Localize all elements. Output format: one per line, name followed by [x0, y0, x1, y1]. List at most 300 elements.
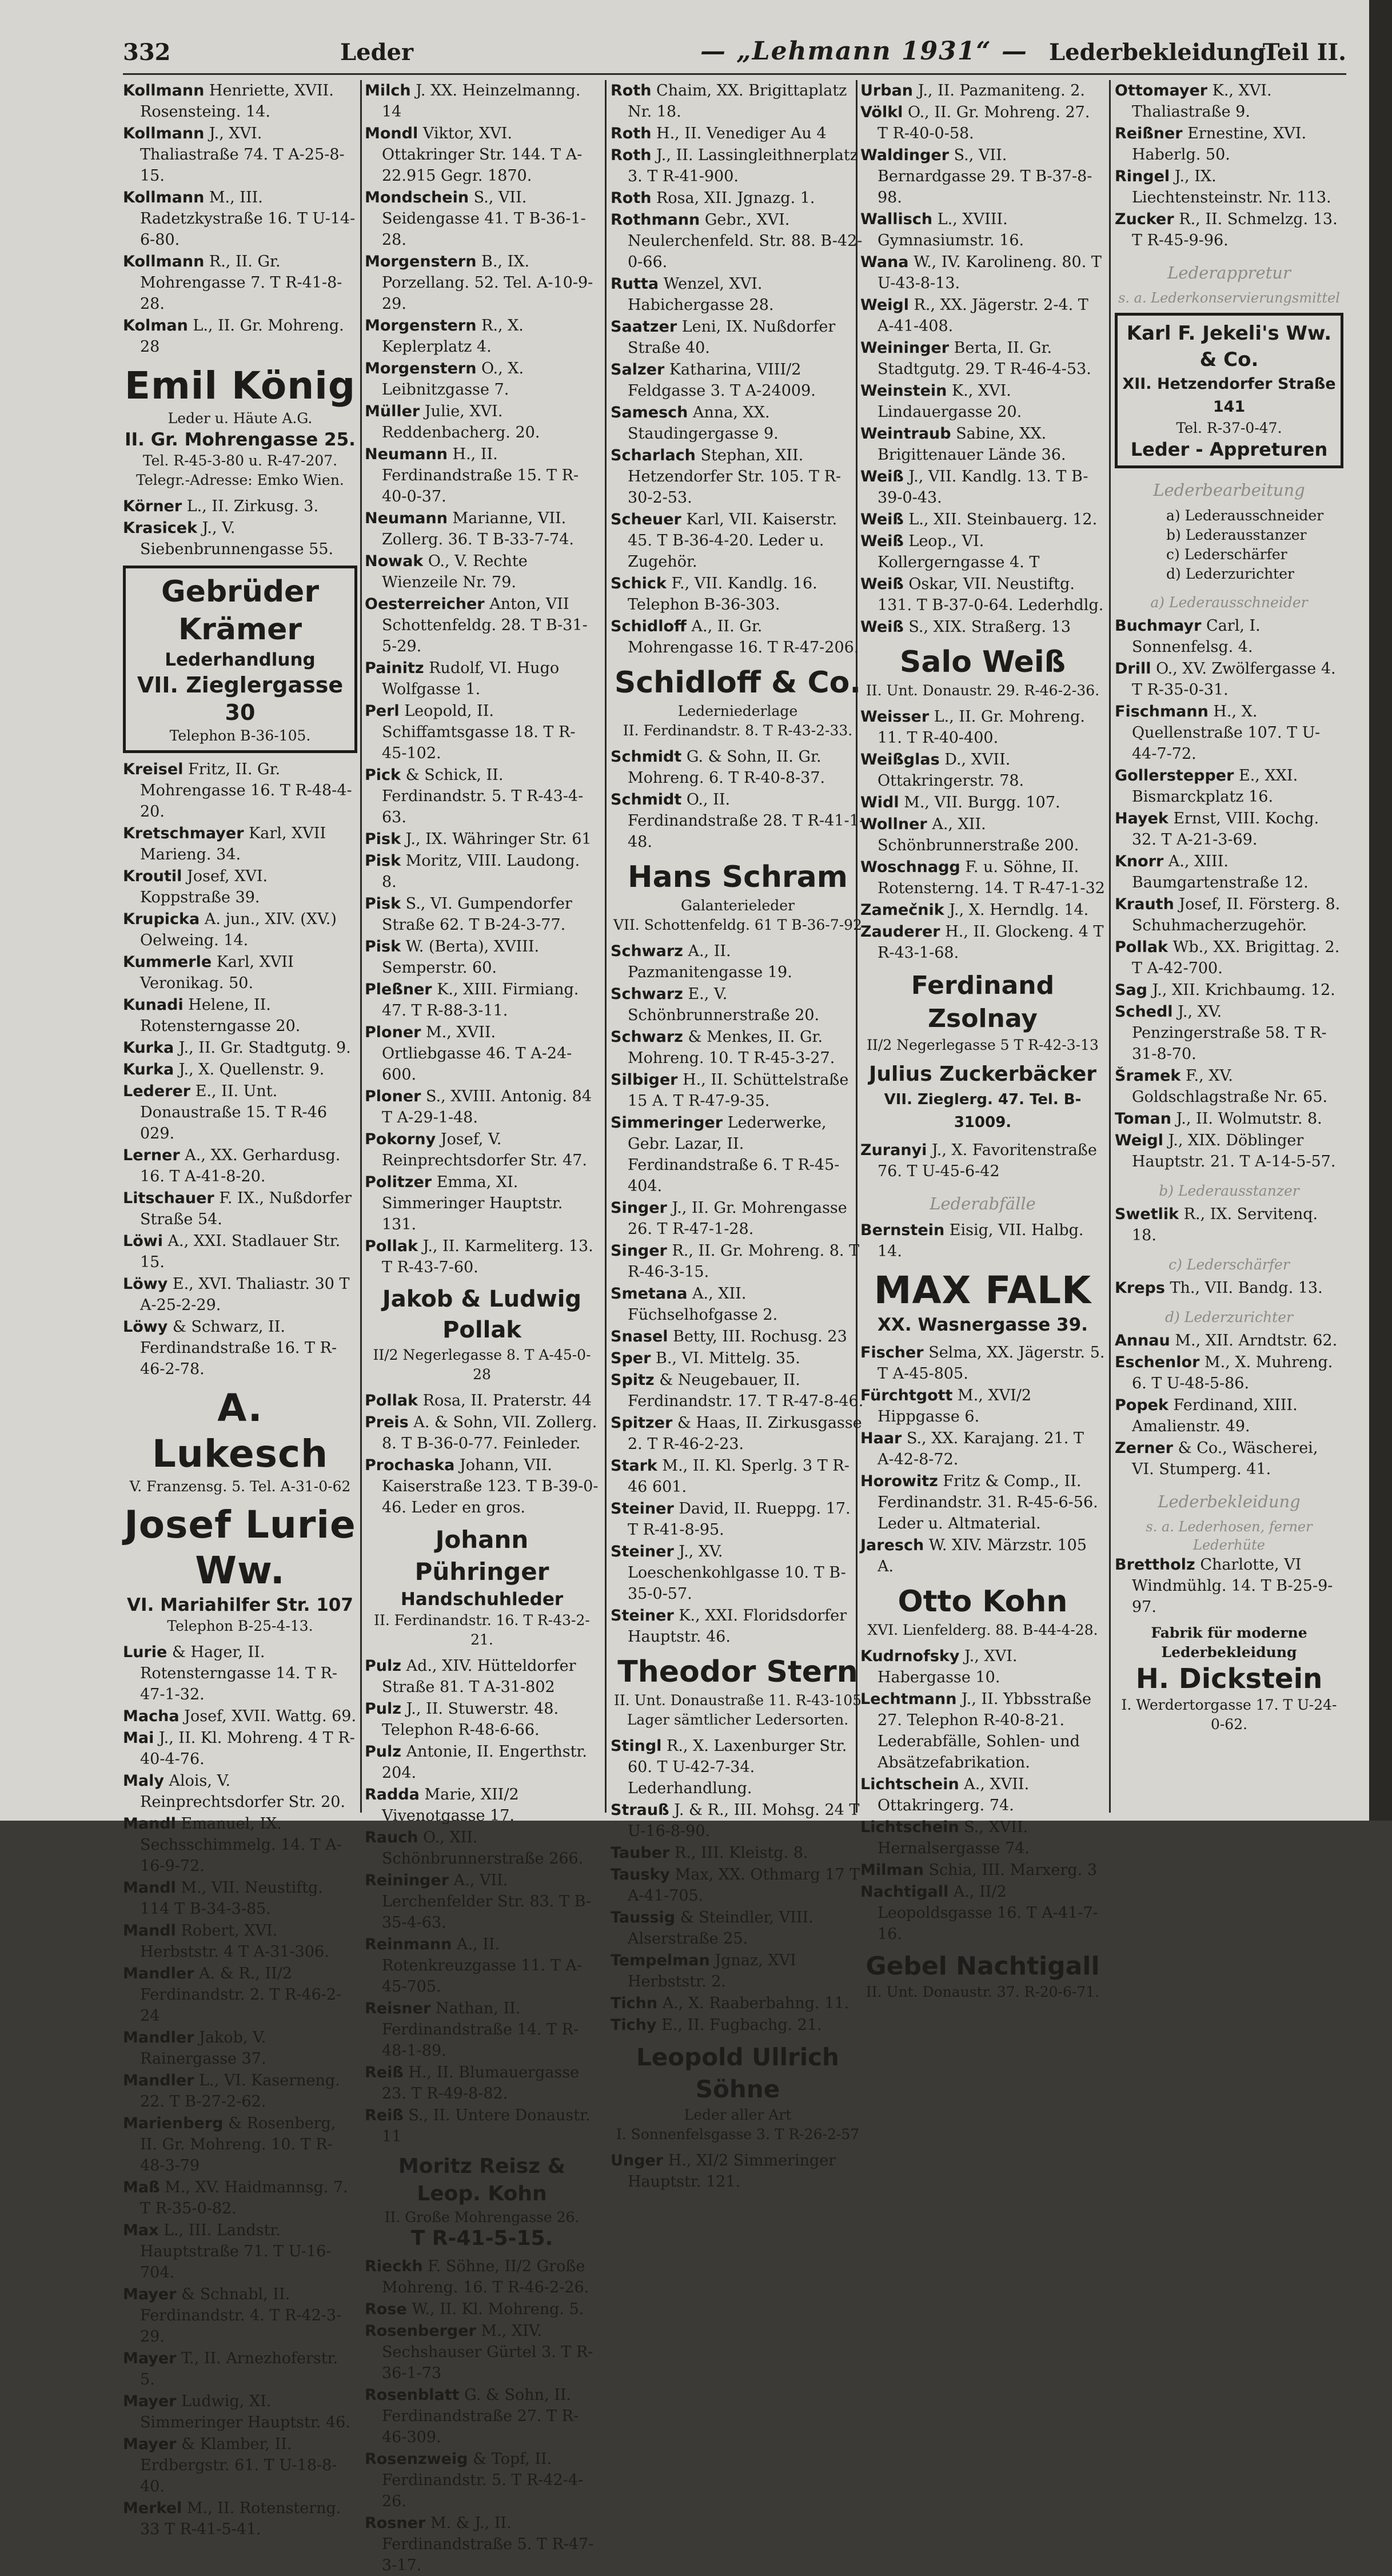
directory-entry	[860, 749, 1105, 791]
entry-name: Brettholz	[1115, 1556, 1195, 1574]
directory-entry	[860, 337, 1105, 380]
entry-name: Rosenzweig	[365, 2450, 468, 2468]
ad-line: II. Unt. Donaustraße 11. R-43-105	[613, 1692, 862, 1709]
entry-name: Weigl	[1115, 1132, 1163, 1149]
entry-name: Waldinger	[860, 146, 950, 164]
entry-name: Pollak	[1115, 938, 1168, 956]
entry-details: G. & Sohn, II. Gr. Mohreng. 6. T R-40-8-37.	[628, 748, 825, 787]
entry-name: Pleßner	[365, 981, 432, 998]
entry-name: Weißglas	[860, 751, 940, 769]
entry-name: Popek	[1115, 1396, 1168, 1414]
directory-entry	[123, 517, 357, 560]
entry-name: Pulz	[365, 1743, 401, 1761]
directory-entry	[860, 1860, 1105, 1881]
directory-entry	[365, 187, 599, 250]
ad-max-falk	[860, 1268, 1105, 1336]
directory-entry	[860, 921, 1105, 963]
ad-title: Ferdinand Zsolnay	[911, 971, 1055, 1033]
ad-line: II. Ferdinandstr. 8. T R-43-2-33.	[623, 722, 853, 739]
entry-name: Stingl	[611, 1737, 662, 1755]
directory-entry	[365, 1827, 599, 1869]
directory-entry	[611, 1842, 865, 1864]
entry-name: Krauth	[1115, 895, 1174, 913]
ad-line: VII. Zieglergasse 30	[137, 672, 344, 725]
directory-entry	[860, 145, 1105, 208]
ad-line: Lederhandlung	[165, 650, 316, 670]
entry-name: Mondschein	[365, 189, 469, 206]
entry-name: Schmidt	[611, 748, 682, 766]
directory-entry	[365, 2062, 599, 2104]
entry-details: Ernestine, XVI. Haberlg. 50.	[1132, 125, 1307, 164]
ad-line: II/2 Negerlegasse 8. T A-45-0-28	[373, 1347, 591, 1383]
entry-name: Mandler	[123, 2029, 194, 2047]
ad-title: Schidloff & Co.	[614, 666, 861, 700]
list-item: a) Lederausschneider	[1166, 507, 1324, 524]
directory-entry	[365, 1870, 599, 1933]
entry-details: A., XII. Füchselhofgasse 2.	[628, 1285, 778, 1324]
ad-title: Gebrüder Krämer	[161, 575, 319, 647]
entry-name: Reiß	[365, 2064, 404, 2081]
entry-details: B., IX. Porzellang. 52. Tel. A-10-9-29.	[382, 253, 593, 313]
entry-details: Josef, II. Försterg. 8. Schuhmacherzugehör.	[1132, 895, 1341, 934]
entry-details: S., XX. Karajang. 21. T A-42-8-72.	[878, 1430, 1084, 1468]
entry-details: S., VI. Gumpendorfer Straße 62. T B-24-3-77.	[382, 895, 572, 934]
entry-details: K., XIII. Firmiang. 47. T R-88-3-11.	[382, 981, 579, 1020]
entry-details: M., XVI/2 Hippgasse 6.	[878, 1387, 1032, 1426]
entry-name: Rutta	[611, 275, 659, 293]
directory-entry	[123, 759, 357, 822]
directory-entry	[123, 2220, 357, 2283]
directory-entry	[123, 866, 357, 908]
entry-name: Ploner	[365, 1024, 421, 1041]
entry-details: O., V. Rechte Wienzeile Nr. 79.	[382, 552, 528, 591]
entry-details: Th., VII. Bandg. 13.	[1164, 1279, 1323, 1297]
entry-name: Merkel	[123, 2499, 182, 2517]
entry-name: Morgenstern	[365, 317, 477, 335]
directory-entry	[611, 1799, 865, 1842]
entry-name: Pisk	[365, 895, 401, 913]
entry-details: & Co., Wäscherei, VI. Stumperg. 41.	[1132, 1439, 1318, 1478]
entry-details: Karl, VII. Kaiserstr. 45. T B-36-4-20. Leder u. Zugehör.	[628, 511, 837, 571]
entry-name: Max	[123, 2221, 159, 2239]
entry-name: Zerner	[1115, 1439, 1174, 1457]
entry-details: J., XVI. Thaliastraße 74. T A-25-8-15.	[140, 125, 345, 185]
directory-entry	[365, 401, 599, 443]
directory-entry	[123, 1642, 357, 1705]
entry-details: O., II. Gr. Mohreng. 27. T R-40-0-58.	[878, 103, 1090, 142]
directory-entry	[123, 909, 357, 951]
entry-name: Eschenlor	[1115, 1353, 1200, 1371]
entry-list	[611, 746, 865, 853]
directory-entry	[365, 1741, 599, 1783]
entry-name: Drill	[1115, 660, 1151, 678]
entry-details: J., II. Gr. Stadtgutg. 9.	[174, 1039, 351, 1057]
entry-name: Kudrnofsky	[860, 1647, 960, 1665]
entry-name: Marienberg	[123, 2115, 224, 2132]
entry-name: Reinmann	[365, 1936, 452, 1953]
entry-details: E., XVI. Thaliastr. 30 T A-25-2-29.	[140, 1275, 350, 1314]
entry-name: Mayer	[123, 2350, 177, 2367]
ad-line: VII. Zieglerg. 47. Tel. B-31009.	[884, 1091, 1082, 1131]
entry-name: Wana	[860, 253, 909, 271]
entry-name: Pollak	[365, 1237, 418, 1255]
ad-title: H. Dickstein	[1135, 1663, 1323, 1695]
ad-line: T R-41-5-15.	[410, 2227, 553, 2250]
entry-name: Steiner	[611, 1607, 674, 1625]
directory-entry	[365, 2105, 599, 2147]
directory-entry	[611, 123, 865, 144]
entry-name: Krasicek	[123, 519, 198, 537]
entry-details: Jakob, V. Rainergasse 37.	[140, 2029, 266, 2068]
directory-entry	[611, 145, 865, 187]
directory-entry	[860, 706, 1105, 748]
directory-entry	[860, 294, 1105, 337]
directory-entry	[1115, 1330, 1343, 1351]
directory-entry	[860, 102, 1105, 144]
entry-name: Schwarz	[611, 1028, 683, 1046]
directory-entry	[1115, 615, 1343, 658]
entry-details: E., II. Unt. Donaustraße 15. T R-46 029.	[140, 1082, 328, 1142]
section-heading: Lederbearbeitung	[1153, 480, 1305, 500]
ad-line: XVI. Lienfelderg. 88. B-44-4-28.	[867, 1622, 1098, 1638]
column-4	[860, 80, 1105, 2000]
directory-entry	[123, 2027, 357, 2069]
directory-entry	[123, 1188, 357, 1230]
header-rule	[123, 73, 1346, 75]
ad-lukesch	[123, 1385, 357, 1496]
entry-details: Ludwig, XI. Simmeringer Hauptstr. 46.	[140, 2392, 350, 2431]
entry-details: Leni, IX. Nußdorfer Straße 40.	[628, 318, 836, 357]
directory-entry	[365, 2448, 599, 2512]
directory-entry	[365, 444, 599, 507]
directory-entry	[365, 936, 599, 978]
ad-josef-lurie	[123, 1502, 357, 1636]
entry-name: Löwy	[123, 1275, 168, 1293]
directory-entry	[365, 1998, 599, 2061]
entry-details: M., XVII. Ortliebgasse 46. T A-24-600.	[382, 1024, 572, 1084]
ad-line: II. Unt. Donaustr. 29. R-46-2-36.	[865, 682, 1100, 699]
directory-entry	[1115, 1352, 1343, 1394]
entry-name: Kretschmayer	[123, 825, 244, 842]
directory-entry	[611, 1240, 865, 1283]
directory-entry	[365, 1086, 599, 1128]
directory-entry	[365, 2299, 599, 2320]
entry-details: & Rosenberg, II. Gr. Mohreng. 10. T R-48-3-79	[140, 2115, 336, 2175]
entry-name: Sper	[611, 1349, 651, 1367]
directory-entry	[860, 531, 1105, 573]
ad-line: II. Unt. Donaustr. 37. R-20-6-71.	[865, 1984, 1100, 2000]
directory-entry	[860, 616, 1105, 638]
directory-entry	[123, 2070, 357, 2112]
directory-entry	[365, 850, 599, 893]
directory-entry	[611, 746, 865, 789]
page-edge	[1369, 0, 1392, 1821]
entry-details: H., II. Schüttelstraße 15 A. T R-47-9-35.	[628, 1071, 849, 1110]
ad-title: Jakob & Ludwig Pollak	[382, 1286, 582, 1343]
directory-entry	[611, 1026, 865, 1069]
entry-details: Ernst, VIII. Kochg. 32. T A-21-3-69.	[1132, 810, 1319, 849]
directory-entry	[365, 765, 599, 828]
entry-details: Marie, XII/2 Vivenotgasse 17.	[382, 1786, 519, 1825]
entry-details: R., II. Schmelzg. 13. T R-45-9-96.	[1132, 210, 1338, 249]
entry-details: & Steindler, VIII. Alserstraße 25.	[628, 1909, 813, 1948]
entry-name: Mayer	[123, 2435, 177, 2453]
subsection-heading: b) Lederausstanzer	[1159, 1183, 1299, 1199]
entry-name: Pulz	[365, 1700, 401, 1718]
directory-entry	[123, 123, 357, 186]
entry-name: Rose	[365, 2300, 407, 2318]
entry-name: Saatzer	[611, 318, 677, 336]
directory-entry	[1115, 209, 1343, 251]
entry-name: Scharlach	[611, 447, 696, 464]
entry-list	[860, 1140, 1105, 1182]
directory-entry	[860, 792, 1105, 813]
entry-details: J., VII. Kandlg. 13. T B-39-0-43.	[878, 468, 1088, 507]
directory-entry	[1115, 765, 1343, 807]
entry-list	[860, 1342, 1105, 1577]
entry-details: H., II. Venediger Au 4	[651, 125, 827, 142]
entry-list	[611, 941, 865, 1647]
entry-name: Löwi	[123, 1232, 163, 1250]
entry-details: H., II. Blumauergasse 23. T R-49-8-82.	[382, 2064, 580, 2103]
ad-jakob-ludwig-pollak	[365, 1284, 599, 1384]
entry-name: Löwy	[123, 1318, 168, 1336]
subsection-list	[1115, 506, 1343, 584]
entry-details: & Haas, II. Zirkusgasse 2. T R-46-2-23.	[628, 1414, 862, 1453]
entry-details: Leopold, II. Schiffamtsgasse 18. T R-45-102.	[382, 702, 576, 762]
entry-name: Weisser	[860, 708, 930, 726]
subsection-heading: a) Lederausschneider	[1150, 594, 1308, 611]
entry-name: Mandl	[123, 1922, 176, 1940]
entry-name: Reiß	[365, 2107, 404, 2124]
entry-details: S., II. Untere Donaustr. 11	[382, 2107, 591, 2145]
entry-name: Schwarz	[611, 942, 683, 960]
entry-name: Horowitz	[860, 1472, 938, 1490]
directory-entry	[860, 857, 1105, 899]
entry-details: A., II. Gr. Mohrengasse 16. T R-47-206.	[628, 618, 859, 656]
entry-details: H., X. Quellenstraße 107. T U-44-7-72.	[1132, 703, 1321, 763]
entry-name: Mandl	[123, 1815, 176, 1833]
entry-list	[1115, 80, 1343, 251]
entry-name: Lederer	[123, 1082, 191, 1100]
header-center-title: — „Lehmann 1931“ —	[700, 37, 1028, 66]
entry-details: Rudolf, VI. Hugo Wolfgasse 1.	[382, 659, 560, 698]
entry-name: Ottomayer	[1115, 82, 1208, 99]
entry-details: Julie, XVI. Reddenbacherg. 20.	[382, 403, 540, 441]
ad-title: Otto Kohn	[898, 1584, 1068, 1619]
directory-entry	[611, 1455, 865, 1498]
directory-entry	[611, 1907, 865, 1949]
entry-name: Rothmann	[611, 211, 700, 229]
directory-entry	[365, 1022, 599, 1085]
entry-list	[365, 1655, 599, 2147]
directory-entry	[123, 2434, 357, 2497]
directory-entry	[365, 123, 599, 186]
entry-name: Maß	[123, 2179, 160, 2196]
entry-name: Morgenstern	[365, 360, 477, 377]
entry-name: Kollmann	[123, 189, 205, 206]
entry-name: Zamečnik	[860, 901, 944, 919]
entry-details: J. XX. Heinzelmanng. 14	[382, 82, 581, 121]
directory-entry	[611, 1864, 865, 1906]
entry-name: Šramek	[1115, 1067, 1181, 1085]
directory-entry	[611, 359, 865, 401]
entry-details: F. IX., Nußdorfer Straße 54.	[140, 1189, 352, 1228]
entry-name: Smetana	[611, 1285, 688, 1303]
entry-list	[1115, 1277, 1343, 1299]
entry-name: Weiß	[860, 532, 904, 550]
entry-details: R., IX. Servitenq. 18.	[1132, 1205, 1318, 1244]
entry-name: Rosenblatt	[365, 2386, 460, 2404]
ad-line: Lederniederlage	[677, 703, 798, 719]
ad-ferdinand-zsolnay	[860, 969, 1105, 1055]
ad-title: MAX FALK	[874, 1268, 1092, 1312]
entry-name: Politzer	[365, 1173, 432, 1191]
entry-name: Spitzer	[611, 1414, 673, 1432]
directory-entry	[123, 1081, 357, 1144]
directory-entry	[365, 1412, 599, 1454]
entry-name: Gollerstepper	[1115, 767, 1234, 785]
entry-details: J., II. Kl. Mohreng. 4 T R-40-4-76.	[140, 1729, 355, 1768]
entry-name: Singer	[611, 1242, 667, 1260]
entry-name: Litschauer	[123, 1189, 214, 1207]
entry-details: O., II. Ferdinandstraße 28. T R-41-1-48.	[628, 791, 864, 851]
ad-gebrueder-kraemer	[123, 566, 357, 753]
entry-name: Schmidt	[611, 791, 682, 809]
list-item: b) Lederausstanzer	[1166, 527, 1307, 543]
entry-name: Kroutil	[123, 867, 182, 885]
directory-entry	[1115, 1001, 1343, 1065]
entry-details: S., XVII. Hernalsergasse 74.	[878, 1818, 1030, 1857]
directory-entry	[1115, 1277, 1343, 1299]
entry-details: E., V. Schönbrunnerstraße 20.	[628, 985, 820, 1024]
entry-details: A. jun., XIV. (XV.) Oelweing. 14.	[140, 910, 337, 949]
entry-details: A., XX. Gerhardusg. 16. T A-41-8-20.	[140, 1146, 341, 1185]
entry-details: A., XVII. Ottakringerg. 74.	[878, 1775, 1030, 1814]
directory-entry	[611, 1412, 865, 1455]
entry-name: Milch	[365, 82, 411, 99]
ad-moritz-reisz	[365, 2153, 599, 2250]
entry-details: Alois, V. Reinprechtsdorfer Str. 20.	[140, 1772, 346, 1811]
entry-name: Snasel	[611, 1328, 668, 1345]
entry-name: Hayek	[1115, 810, 1168, 827]
entry-details: Helene, II. Rotensterngasse 20.	[140, 996, 301, 1035]
ad-line: Galanterieleder	[681, 897, 795, 914]
entry-name: Müller	[365, 403, 420, 420]
directory-entry	[1115, 1204, 1343, 1246]
directory-entry	[123, 1037, 357, 1058]
directory-entry	[611, 316, 865, 359]
entry-details: Henriette, XVII. Rosensteing. 14.	[140, 82, 334, 121]
directory-entry	[365, 2513, 599, 2576]
entry-name: Weiß	[860, 468, 904, 485]
entry-list	[365, 80, 599, 1278]
entry-details: Fritz & Comp., II. Ferdinandstr. 31. R-45-6-56. Leder u. Altmaterial.	[878, 1472, 1098, 1532]
directory-entry	[365, 251, 599, 314]
entry-list	[365, 1390, 599, 1518]
entry-name: Ringel	[1115, 168, 1170, 185]
directory-entry	[611, 984, 865, 1026]
entry-name: Pisk	[365, 852, 401, 870]
entry-name: Mondl	[365, 125, 418, 142]
entry-name: Samesch	[611, 404, 688, 421]
directory-entry	[365, 658, 599, 700]
entry-details: J., X. Herndlg. 14.	[944, 901, 1089, 919]
directory-entry	[365, 2320, 599, 2384]
directory-entry	[123, 80, 357, 122]
section-note: s. a. Lederhosen, ferner Lederhüte	[1146, 1519, 1313, 1553]
directory-entry	[123, 823, 357, 865]
entry-details: T., II. Arnezhoferstr. 5.	[140, 2350, 338, 2388]
ad-leopold-ullrich	[611, 2041, 865, 2144]
entry-list	[611, 1735, 865, 2036]
directory-entry	[123, 1770, 357, 1813]
directory-entry	[123, 1920, 357, 1962]
directory-entry	[123, 1727, 357, 1770]
ad-title: Moritz Reisz & Leop. Kohn	[398, 2155, 566, 2205]
directory-entry	[123, 187, 357, 250]
entry-details: & Schwarz, II. Ferdinandstraße 16. T R-46-2-78.	[140, 1318, 337, 1378]
entry-details: J., II. Gr. Mohrengasse 26. T R-47-1-28.	[628, 1199, 847, 1238]
directory-entry	[860, 574, 1105, 616]
entry-name: Kolman	[123, 317, 188, 335]
entry-name: Fürchtgott	[860, 1387, 953, 1404]
ad-line: Telegr.-Adresse: Emko Wien.	[136, 472, 344, 488]
entry-details: E., XXI. Bismarckplatz 16.	[1132, 767, 1298, 806]
entry-name: Roth	[611, 189, 652, 207]
entry-details: Betty, III. Rochusg. 23	[668, 1328, 847, 1345]
directory-entry	[123, 1813, 357, 1877]
entry-details: W., II. Kl. Mohreng. 5.	[406, 2300, 584, 2318]
directory-entry	[123, 496, 357, 517]
entry-name: Schidloff	[611, 618, 687, 635]
ad-salo-weiss	[860, 643, 1105, 700]
directory-entry	[611, 1541, 865, 1604]
entry-details: Ferdinand, XIII. Amalienstr. 49.	[1132, 1396, 1298, 1435]
entry-details: Anna, XX. Staudingergasse 9.	[628, 404, 779, 443]
entry-name: Morgenstern	[365, 253, 477, 270]
entry-name: Reininger	[365, 1872, 449, 1889]
entry-name: Körner	[123, 497, 182, 515]
entry-name: Tauber	[611, 1844, 670, 1862]
directory-entry	[1115, 166, 1343, 208]
ad-line: Leder - Appreturen	[1130, 439, 1328, 460]
entry-details: S., XIX. Straßerg. 13	[903, 618, 1071, 636]
entry-name: Zucker	[1115, 210, 1174, 228]
entry-details: Charlotte, VI Windmühlg. 14. T B-25-9-97.	[1132, 1556, 1333, 1616]
entry-details: Rosa, II. Praterstr. 44	[418, 1392, 592, 1410]
entry-details: J., II. Wolmutstr. 8.	[1171, 1110, 1322, 1128]
ad-line: Leder u. Häute A.G.	[167, 410, 313, 427]
directory-entry	[123, 951, 357, 994]
entry-list	[123, 80, 357, 357]
entry-details: M. & J., II. Ferdinandstraße 5. T R-47-3-17.	[382, 2514, 594, 2574]
entry-details: J., X. Quellenstr. 9.	[174, 1061, 325, 1078]
entry-name: Tichn	[611, 1994, 658, 2012]
ad-line: V. Franzensg. 5. Tel. A-31-0-62	[129, 1478, 351, 1495]
directory-entry	[611, 445, 865, 508]
entry-details: J., XIX. Döblinger Hauptstr. 21. T A-14-5-57.	[1132, 1132, 1336, 1170]
entry-name: Weintraub	[860, 425, 951, 443]
ad-otto-kohn	[860, 1583, 1105, 1640]
directory-entry	[860, 814, 1105, 856]
entry-details: & Menkes, II. Gr. Mohreng. 10. T R-45-3-27.	[628, 1028, 835, 1067]
entry-details: A., X. Raaberbahng. 11.	[657, 1994, 849, 2012]
entry-details: K., XVI. Lindauergasse 20.	[878, 382, 1022, 421]
entry-name: Weiß	[860, 575, 904, 593]
entry-details: J., XVI. Habergasse 10.	[878, 1647, 1018, 1686]
entry-details: F. Söhne, II/2 Große Mohreng. 16. T R-46-2-26.	[382, 2258, 589, 2296]
